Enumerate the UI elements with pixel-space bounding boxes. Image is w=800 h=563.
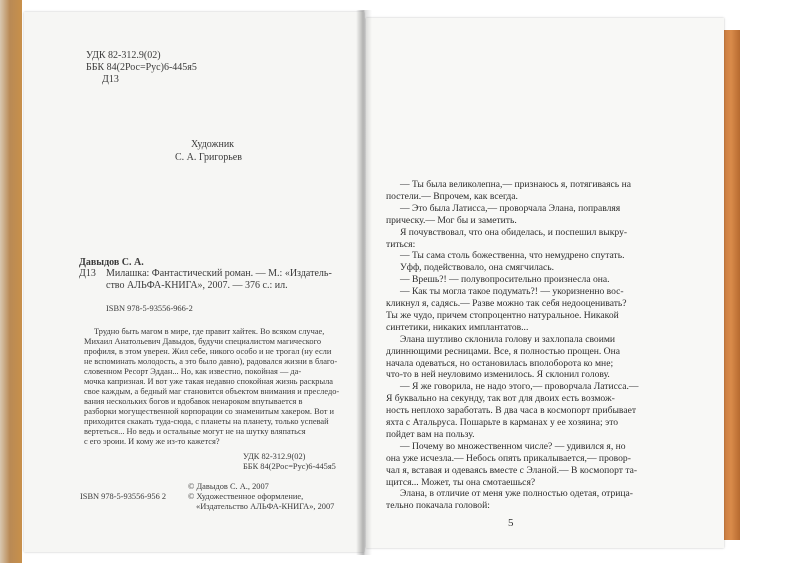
- text-line: — Врешь?! — полувопросительно произнесла она.: [400, 274, 610, 286]
- catalog-code: Д13: [79, 268, 96, 279]
- text-line: Ты же чудо, причем стопроцентно натуральное. Никакой: [386, 309, 619, 321]
- text-line: — Ты сама столь божественна, что немудрено спутать.: [400, 250, 625, 262]
- bbk-code-top: ББК 84(2Рос=Рус)6-445я5: [86, 62, 197, 73]
- text-line: Уфф, подействовало, она смягчилась.: [400, 262, 555, 274]
- book-cover-edge-right: [722, 30, 740, 540]
- author-heading: Давыдов С. А.: [79, 257, 144, 268]
- copyright-design: © Художественное оформление,: [188, 492, 304, 501]
- text-line: она уже исчезла.— Небось опять прикалывается,— провор-: [386, 452, 631, 464]
- text-line: прическу.— Мог бы и заметить.: [386, 214, 517, 226]
- text-line: чал я, вставая и одеваясь вместе с Эланой.— В космопорт та-: [386, 464, 638, 476]
- annotation-line: мочка капризная. И вот уже такая недавно спокойная жизнь раскрыла: [84, 377, 334, 386]
- annotation-line: вертеться... Но ведь и остальные могут не на шутку вляпаться: [84, 427, 306, 436]
- text-line: пойдет вам на пользу.: [386, 428, 475, 440]
- text-line: Элана шутливо склонила голову и захлопала своими: [400, 333, 616, 345]
- annotation-line: разборки могущественной корпорации со знаменитым хакером. Вот и: [84, 407, 334, 416]
- text-line: яхта с Атальруса. Пошарьте в карманах у ее хозяина; это: [386, 417, 619, 428]
- annotation-line: Трудно быть магом в мире, где правит хайтек. Во всяком случае,: [94, 327, 325, 336]
- artist-label: Художник: [191, 139, 235, 150]
- text-line: — Почему во множественном числе? — удивился я, но: [400, 440, 626, 452]
- text-line: ность неплохо заработать. В два часа в космопорт прибывает: [386, 405, 637, 417]
- text-line: тельно покачала головой:: [386, 500, 490, 512]
- annotation-line: профиля, в этом уверен. Жил себе, никого особо и не трогал (ну если: [84, 347, 332, 356]
- copyright-publisher: «Издательство АЛЬФА-КНИГА», 2007: [196, 502, 335, 511]
- udk-code-top: УДК 82-312.9(02): [86, 50, 161, 61]
- annotation-line: свое каждым, а бедный маг становится объектом внимания и преследо-: [84, 387, 340, 396]
- text-line: Я почувствовал, что она обиделась, и поспешил выкру-: [400, 226, 628, 238]
- text-line: синтетики, никаких имплантатов...: [386, 321, 529, 333]
- author-code-top: Д13: [102, 74, 119, 85]
- text-line: — Ты была великолепна,— признаюсь я, потягиваясь на: [400, 179, 631, 190]
- catalog-line-1: Милашка: Фантастический роман. — М.: «Издатель-: [106, 268, 332, 279]
- text-line: начала одеваться, но остановилась вполоборота ко мне;: [386, 357, 614, 369]
- text-line: постели.— Впрочем, как всегда.: [386, 190, 518, 202]
- catalog-line-2: ство АЛЬФА-КНИГА», 2007. — 376 с.: ил.: [106, 280, 288, 291]
- text-line: — Как ты могла такое подумать?! — укоризненно вос-: [400, 286, 624, 298]
- text-line: — Это была Латисса,— проворчала Элана, поправляя: [400, 202, 621, 214]
- book-gutter-shadow: [356, 10, 372, 555]
- isbn-bottom: ISBN 978-5-93556-956 2: [80, 492, 167, 501]
- text-line: длиннющими ресницами. Все, я полностью прощен. Она: [386, 345, 620, 357]
- text-line: Я буквально на секунду, так вот для двоих есть возмож-: [386, 393, 615, 405]
- annotation-line: приходится скакать туда-сюда, с планеты на планету, только успевай: [84, 417, 329, 426]
- page-number: 5: [508, 517, 514, 530]
- isbn-mid: ISBN 978-5-93556-966-2: [106, 304, 193, 313]
- book-cover-edge-left: [0, 0, 22, 563]
- annotation-line: словенном Ресорт Эддан... Но, как известно, покойная — да-: [84, 367, 302, 376]
- annotation-line: вания нескольких богов и вдобавок ненароком впутывается в: [84, 397, 303, 406]
- copyright-author: © Давыдов С. А., 2007: [188, 482, 269, 491]
- annotation-line: Михаил Анатольевич Давыдов, будучи специалистом магического: [84, 337, 322, 346]
- annotation-line: с его эроии. И кому же из-то кажется?: [84, 437, 220, 446]
- text-line: Элана, в отличие от меня уже полностью одетая, отрица-: [400, 488, 633, 500]
- text-line: — Я же говорила, не надо этого,— проворчала Латисса.—: [400, 381, 639, 393]
- text-line: щится... Может, ты она смотаешься?: [386, 476, 536, 488]
- text-line: что-то в ней неуловимо изменилось. Я склонил голову.: [386, 369, 610, 381]
- artist-name: С. А. Григорьев: [175, 152, 242, 163]
- udk-code-bottom: УДК 82-312.9(02): [243, 452, 306, 461]
- text-line: кликнул я, садясь.— Разве можно так себя недооценивать?: [386, 298, 627, 309]
- text-line: титься:: [386, 238, 416, 250]
- annotation-line: не вспоминать молодость, а это было давно), радовался жизни в благо-: [84, 357, 338, 366]
- bbk-code-bottom: ББК 84(2Рос=Рус)6-445я5: [243, 462, 336, 471]
